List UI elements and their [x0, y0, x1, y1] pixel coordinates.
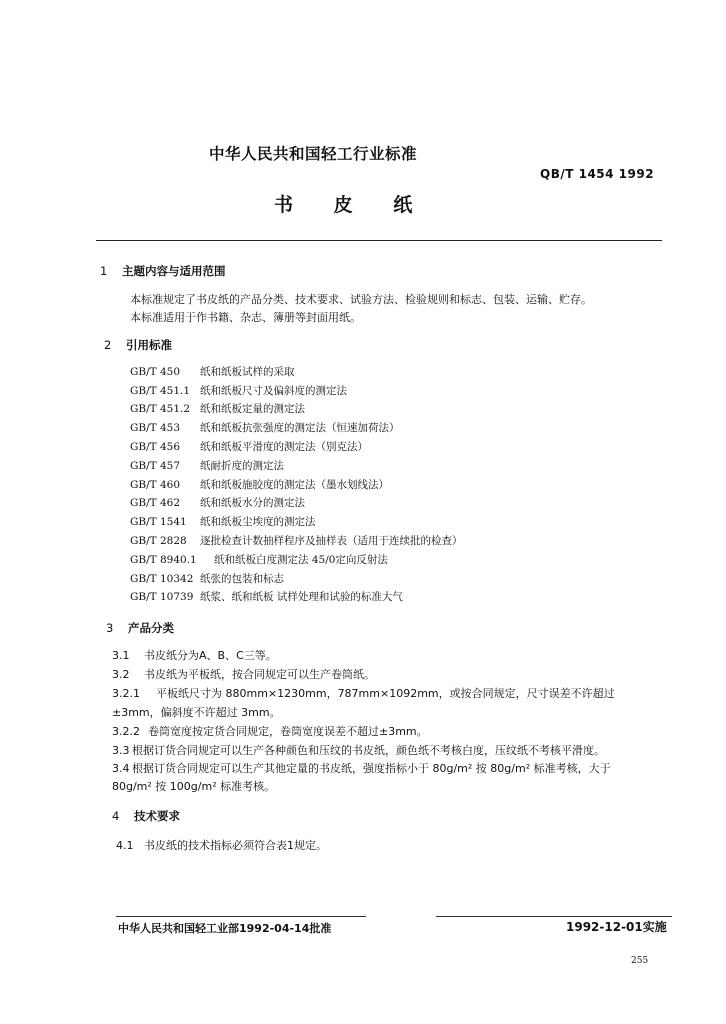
reference-name: 纸和纸板抗张强度的测定法（恒速加荷法）	[200, 422, 400, 434]
section-1-heading	[100, 263, 226, 279]
reference-name: 纸浆、纸和纸板 试样处理和试验的标准大气	[200, 591, 403, 603]
section-title: 主题内容与适用范围	[122, 264, 226, 278]
reference-item	[130, 420, 400, 435]
issuing-body-title: 中华人民共和国轻工行业标准	[209, 145, 418, 163]
clause-text: 根据订货合同规定可以生产各种颜色和压纹的书皮纸，颜色纸不考核白度，压纹纸不考核平滑度。	[132, 744, 605, 757]
header-divider	[96, 240, 662, 241]
document-title: 书 皮 纸	[274, 194, 430, 216]
clause-number: 3.3	[112, 744, 130, 757]
clause-text: 根据订货合同规定可以生产其他定量的书皮纸，强度指标小于 80g/m² 按 80g/m² 标准考核，大于	[132, 762, 611, 775]
footer-divider-left	[116, 916, 366, 917]
section-2-heading	[104, 337, 172, 353]
section-1-paragraph-2: 本标准适用于作书籍、杂志、簿册等封面用纸。	[130, 311, 361, 324]
reference-code: GB/T 8940.1	[130, 554, 197, 566]
section-title: 产品分类	[128, 621, 174, 635]
clause-number: 3.1	[112, 649, 130, 662]
reference-item	[130, 401, 305, 416]
reference-name: 纸和纸板平滑度的测定法（别克法）	[200, 441, 368, 453]
clause-3-4	[112, 760, 611, 776]
section-title: 引用标准	[126, 338, 172, 352]
reference-code: GB/T 462	[130, 497, 181, 509]
clause-text: 书皮纸分为A、B、C三等。	[144, 649, 277, 662]
reference-item	[130, 439, 368, 454]
reference-name: 纸和纸板试样的采取	[200, 366, 295, 378]
reference-code: GB/T 450	[130, 366, 181, 378]
clause-number: 3.4	[112, 762, 130, 775]
reference-item	[130, 383, 347, 398]
section-1-paragraph-1: 本标准规定了书皮纸的产品分类、技术要求、试验方法、检验规则和标志、包装、运输、贮存。	[130, 293, 592, 306]
clause-number: 4.1	[116, 839, 134, 852]
reference-item	[130, 477, 389, 492]
reference-item	[130, 533, 463, 548]
reference-item	[130, 552, 388, 567]
reference-item	[130, 589, 403, 604]
approval-statement: 中华人民共和国轻工业部1992-04-14批准	[118, 922, 332, 935]
reference-item	[130, 495, 305, 510]
clause-3-4-continued: 80g/m² 按 100g/m² 标准考核。	[112, 780, 276, 793]
reference-item	[130, 458, 284, 473]
reference-code: GB/T 10739	[130, 591, 194, 603]
reference-item	[130, 364, 295, 379]
clause-3-2	[112, 666, 375, 682]
clause-text: 书皮纸为平板纸，按合同规定可以生产卷筒纸。	[144, 668, 375, 681]
standard-code: QB/T 1454 1992	[540, 167, 655, 181]
reference-code: GB/T 1541	[130, 516, 187, 528]
section-number: 2	[104, 338, 112, 352]
reference-item	[130, 514, 316, 529]
section-3-heading	[106, 620, 174, 636]
clause-3-1	[112, 647, 277, 663]
clause-3-3	[112, 742, 605, 758]
clause-number: 3.2.1	[112, 687, 140, 700]
clause-number: 3.2.2	[112, 725, 140, 738]
reference-code: GB/T 451.2	[130, 403, 191, 415]
clause-3-2-1-continued: ±3mm，偏斜度不许超过 3mm。	[112, 706, 281, 719]
reference-name: 纸和纸板水分的测定法	[200, 497, 305, 509]
reference-name: 纸张的包装和标志	[200, 573, 284, 585]
reference-name: 纸和纸板施胶度的测定法（墨水划线法）	[200, 479, 389, 491]
section-number: 1	[100, 264, 108, 278]
page-number: 255	[631, 956, 649, 966]
clause-3-2-1	[112, 685, 615, 701]
reference-code: GB/T 451.1	[130, 385, 191, 397]
reference-name: 纸和纸板尘埃度的测定法	[200, 516, 316, 528]
section-title: 技术要求	[134, 809, 180, 823]
section-number: 3	[106, 621, 114, 635]
reference-code: GB/T 453	[130, 422, 181, 434]
effective-date: 1992-12-01实施	[566, 920, 667, 934]
reference-code: GB/T 460	[130, 479, 181, 491]
section-4-heading	[112, 808, 180, 824]
reference-item	[130, 571, 284, 586]
reference-code: GB/T 10342	[130, 573, 194, 585]
reference-code: GB/T 457	[130, 460, 181, 472]
reference-name: 逐批检查计数抽样程序及抽样表（适用于连续批的检查）	[200, 535, 463, 547]
reference-name: 纸和纸板定量的测定法	[200, 403, 305, 415]
reference-code: GB/T 2828	[130, 535, 187, 547]
footer-divider-right	[436, 916, 672, 917]
clause-text: 卷筒宽度按定货合同规定，卷筒宽度误差不超过±3mm。	[148, 725, 428, 738]
reference-name: 纸和纸板白度测定法 45/0定向反射法	[214, 554, 388, 566]
clause-number: 3.2	[112, 668, 130, 681]
clause-text: 平板纸尺寸为 880mm×1230mm，787mm×1092mm，或按合同规定，尺寸误差不许超过	[156, 687, 615, 700]
reference-name: 纸耐折度的测定法	[200, 460, 284, 472]
reference-name: 纸和纸板尺寸及偏斜度的测定法	[200, 385, 347, 397]
clause-text: 书皮纸的技术指标必须符合表1规定。	[144, 839, 327, 852]
clause-4-1	[116, 837, 327, 853]
clause-3-2-2	[112, 723, 428, 739]
reference-code: GB/T 456	[130, 441, 181, 453]
section-number: 4	[112, 809, 120, 823]
